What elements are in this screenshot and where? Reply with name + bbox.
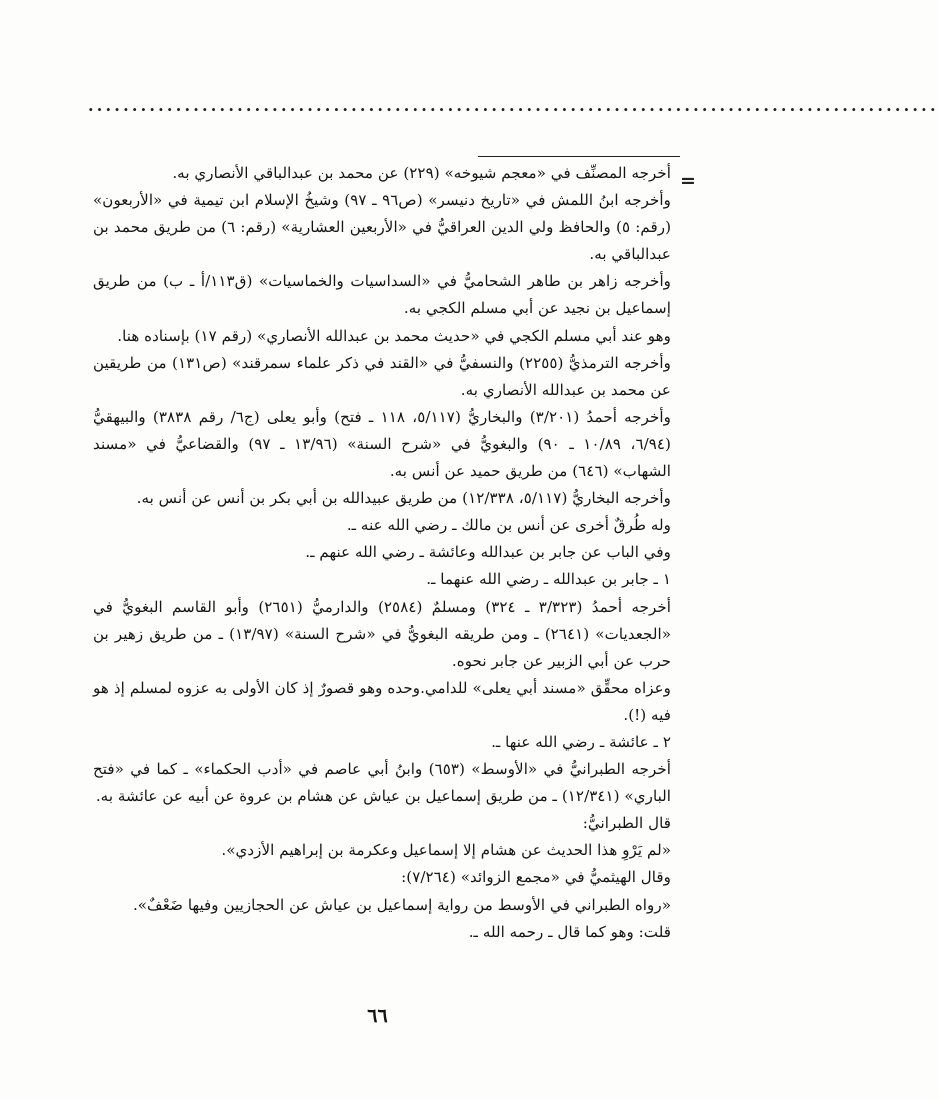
footnote-separator-rule <box>478 156 680 157</box>
footnote-paragraph: وأخرجه أحمدُ (٣/٢٠١) والبخاريُّ (٥/١١٧، ١١٨ ـ فتح) وأبو يعلى (ج٦/ رقم ٣٨٣٨) والبيهقيُّ (٦/٩٤، ١٠/٨٩ ـ ٩٠) والبغويُّ في «شرح السنة» (١٣/٩٦ ـ ٩٧) والقضاعيُّ في «مسند الشهاب» (٦٤٦) من طريق حميد عن أنس به. <box>93 407 671 481</box>
footnote-paragraph: وأخرجه ابنُ اللمش في «تاريخ دنيسر» (ص٩٦ ـ ٩٧) وشيخُ الإسلام ابن تيمية في «الأربعون» (رقم: ٥) والحافظ ولي الدين العراقيُّ في «الأربعين العشارية» (رقم: ٦) من طريق محمد بن عبدالباقي به. <box>93 191 672 264</box>
footnote-paragraph: وأخرجه البخاريُّ (٥/١١٧، ١٢/٣٣٨) من طريق عبيدالله بن أبي بكر بن أنس عن أنس به. <box>136 489 671 508</box>
footnote-paragraph: أخرجه أحمدُ (٣/٣٢٣ ـ ٣٢٤) ومسلمٌ (٢٥٨٤) والدارميُّ (٢٦٥١) وأبو القاسم البغويُّ في «الجعديات» (٢٦٤١) ـ ومن طريقه البغويُّ في «شرح السنة» (١٣/٩٧) ـ من طريق زهير بن حرب عن أبي الزبير عن جابر نحوه. <box>93 597 671 670</box>
footnote-quote: «لم يَرْوِ هذا الحديث عن هشام إلا إسماعيل وعكرمة بن إبراهيم الأزدي». <box>221 841 671 860</box>
footnote-paragraph: قال الطبرانيُّ: <box>582 814 671 833</box>
footnote-paragraph: وعزاه محقِّق «مسند أبي يعلى» للدامي.وحده وهو قصورٌ إذ كان الأولى به عزوه لمسلم إذ هو فيه (!). <box>93 678 671 724</box>
footnote-paragraph: قلت: وهو كما قال ـ رحمه الله ـ. <box>468 922 671 941</box>
footnote-paragraph: وأخرجه زاهر بن طاهر الشحاميُّ في «السداسيات والخماسيات» (ق١١٣/أ ـ ب) من طريق إسماعيل بن نجيد عن أبي مسلم الكجي به. <box>93 272 671 318</box>
footnote-quote: «رواه الطبراني في الأوسط من رواية إسماعيل بن عياش عن الحجازيين وفيها ضَعْفٌ». <box>132 895 671 914</box>
page-number: ٦٦ <box>367 1005 388 1027</box>
footnote-paragraph: وله طُرقٌ أخرى عن أنس بن مالك ـ رضي الله عنه ـ. <box>346 516 671 535</box>
footnotes-block <box>93 160 671 990</box>
footnote-paragraph: أخرجه المصنِّف في «معجم شيوخه» (٢٢٩) عن محمد بن عبدالباقي الأنصاري به. <box>172 164 671 182</box>
footnote-paragraph: وهو عند أبي مسلم الكجي في «حديث محمد بن عبدالله الأنصاري» (رقم ١٧) بإسناده هنا. <box>117 326 671 345</box>
footnote-section-heading: ١ ـ جابر بن عبدالله ـ رضي الله عنهما ـ. <box>426 570 671 589</box>
footnote-paragraph: وأخرجه الترمذيُّ (٢٢٥٥) والنسفيُّ في «القند في ذكر علماء سمرقند» (ص١٣١) من طريقين عن محمد بن عبدالله الأنصاري به. <box>93 353 671 399</box>
footnote-continuation-mark: = <box>680 170 696 192</box>
header-dotted-line: ................................................................................................. <box>88 96 939 115</box>
footnote-paragraph: أخرجه الطبرانيُّ في «الأوسط» (٦٥٣) وابنُ أبي عاصم في «أدب الحكماء» ـ كما في «فتح الباري» (١٢/٣٤١) ـ من طريق إسماعيل بن عياش عن هشام بن عروة عن أبيه عن عائشة به. <box>93 760 671 806</box>
footnote-paragraph: وقال الهيثميُّ في «مجمع الزوائد» (٧/٢٦٤): <box>401 868 671 887</box>
footnote-paragraph: وفي الباب عن جابر بن عبدالله وعائشة ـ رضي الله عنهم ـ. <box>305 543 671 562</box>
footnote-section-heading: ٢ ـ عائشة ـ رضي الله عنها ـ. <box>491 732 671 751</box>
